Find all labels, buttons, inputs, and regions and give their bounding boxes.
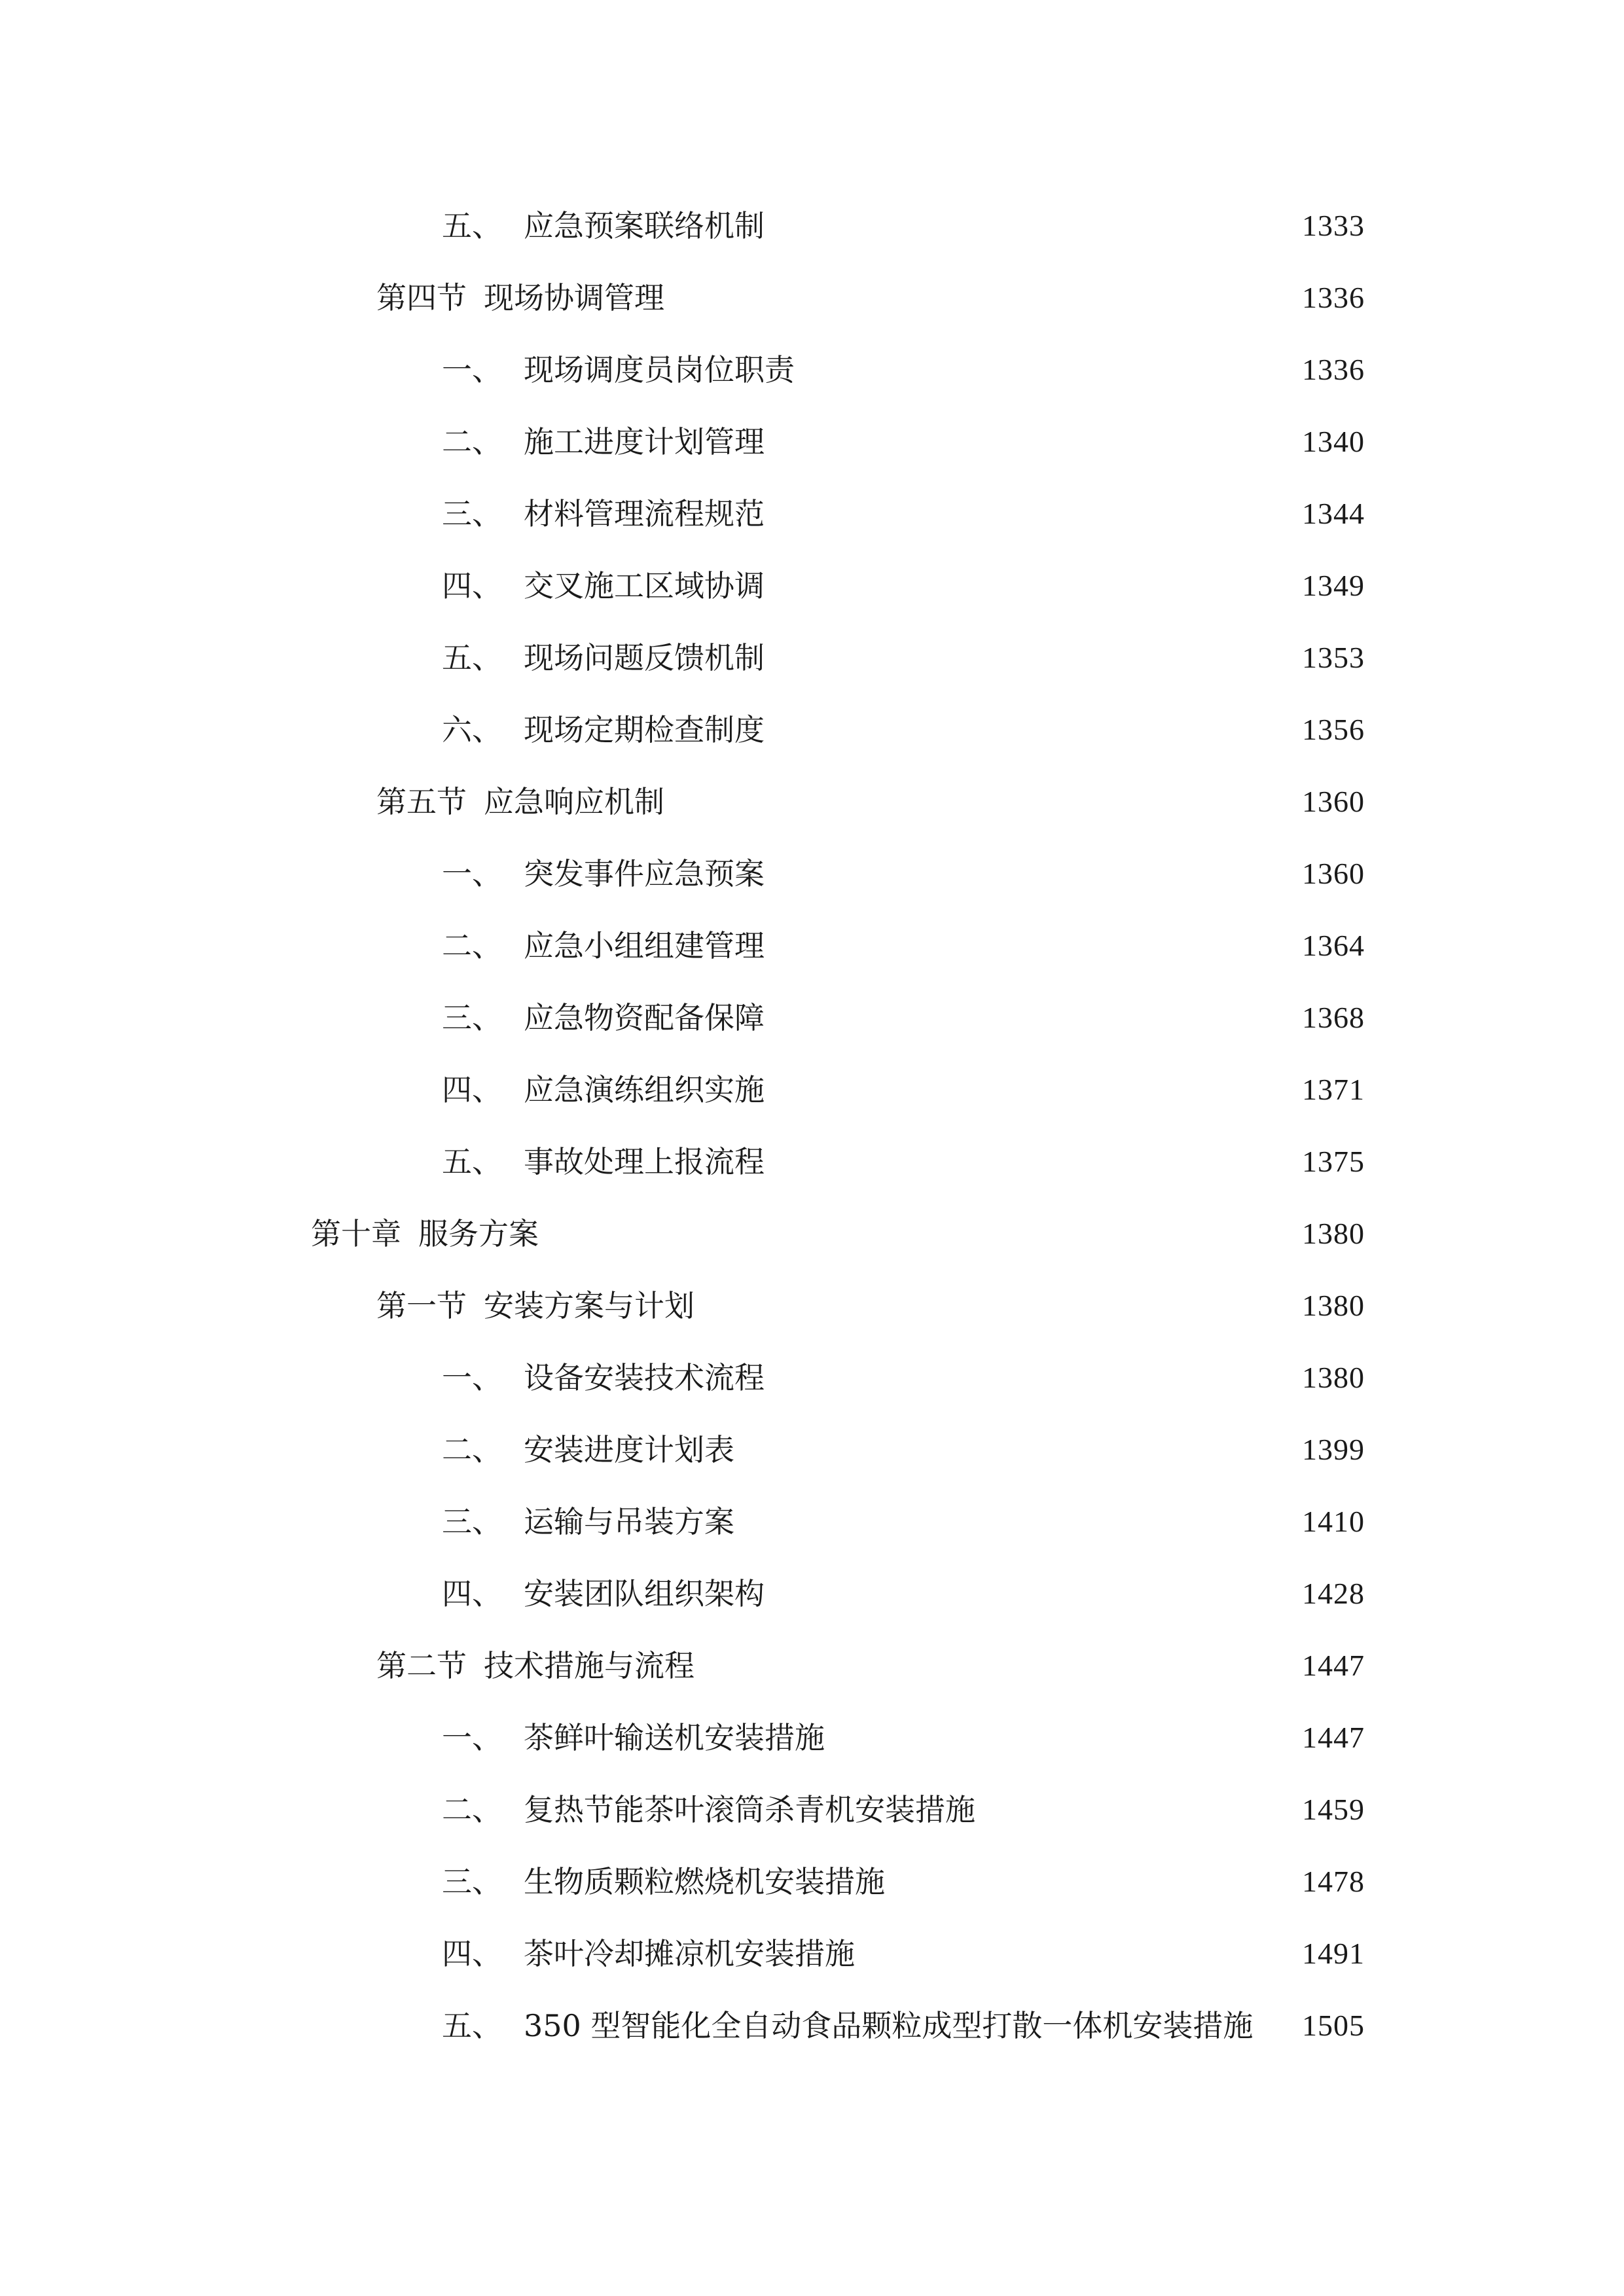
dot-leader xyxy=(984,1795,1289,1825)
toc-entry-page-number: 1459 xyxy=(1302,1793,1365,1826)
toc-entry-number: 五、 xyxy=(442,2008,502,2043)
toc-entry[interactable] xyxy=(0,1990,1624,2062)
dot-leader xyxy=(834,1723,1289,1753)
toc-entry-page-number: 1491 xyxy=(1302,1937,1365,1970)
toc-entry-page-number: 1371 xyxy=(1302,1073,1365,1106)
toc-entry-title: 应急小组组建管理 xyxy=(524,928,765,963)
toc-entry[interactable] xyxy=(0,910,1624,982)
toc-entry-page-number: 1349 xyxy=(1302,569,1365,602)
toc-entry[interactable] xyxy=(0,1486,1624,1558)
toc-entry-number: 三、 xyxy=(442,1864,502,1899)
toc-entry[interactable] xyxy=(0,478,1624,550)
toc-entry[interactable] xyxy=(0,550,1624,622)
toc-entry[interactable] xyxy=(0,622,1624,694)
toc-entry-number: 四、 xyxy=(442,1576,502,1611)
toc-entry[interactable] xyxy=(0,694,1624,766)
toc-entry[interactable] xyxy=(0,838,1624,910)
toc-entry-page-number: 1380 xyxy=(1302,1289,1365,1322)
toc-entry-number: 一、 xyxy=(442,856,502,891)
dot-leader xyxy=(744,1507,1289,1537)
toc-entry-page-number: 1478 xyxy=(1302,1865,1365,1898)
dot-leader xyxy=(774,859,1289,889)
toc-entry-title: 材料管理流程规范 xyxy=(524,496,765,531)
toc-entry-page-number: 1336 xyxy=(1302,281,1365,314)
toc-entry-number: 六、 xyxy=(442,712,502,747)
toc-entry-page-number: 1410 xyxy=(1302,1505,1365,1538)
toc-entry[interactable] xyxy=(0,406,1624,478)
toc-entry-number: 第五节 xyxy=(376,784,467,819)
toc-entry-page-number: 1505 xyxy=(1302,2009,1365,2042)
toc-entry-title: 设备安装技术流程 xyxy=(524,1360,765,1395)
dot-leader xyxy=(704,1651,1289,1681)
toc-entry-page-number: 1333 xyxy=(1302,209,1365,242)
toc-entry-page-number: 1353 xyxy=(1302,641,1365,674)
toc-entry-title: 茶鲜叶输送机安装措施 xyxy=(524,1720,825,1755)
dot-leader xyxy=(774,571,1289,601)
toc-entry-title: 复热节能茶叶滚筒杀青机安装措施 xyxy=(524,1792,975,1827)
toc-entry-page-number: 1375 xyxy=(1302,1145,1365,1178)
toc-entry[interactable] xyxy=(0,1126,1624,1198)
toc-entry[interactable] xyxy=(0,766,1624,838)
toc-entry-number: 二、 xyxy=(442,1792,502,1827)
dot-leader xyxy=(774,427,1289,457)
dot-leader xyxy=(744,1435,1289,1465)
toc-entry-title: 技术措施与流程 xyxy=(484,1648,695,1683)
toc-entry-page-number: 1344 xyxy=(1302,497,1365,530)
toc-entry-number: 五、 xyxy=(442,208,502,243)
toc-entry-title: 突发事件应急预案 xyxy=(524,856,765,891)
toc-entry-page-number: 1399 xyxy=(1302,1433,1365,1466)
toc-entry-title: 现场调度员岗位职责 xyxy=(524,352,795,387)
toc-entry[interactable] xyxy=(0,1846,1624,1918)
toc-entry-number: 一、 xyxy=(442,352,502,387)
toc-entry-number: 二、 xyxy=(442,928,502,963)
toc-entry-number: 四、 xyxy=(442,1072,502,1107)
dot-leader xyxy=(774,1147,1289,1177)
toc-entry-number: 四、 xyxy=(442,568,502,603)
toc-entry[interactable] xyxy=(0,1702,1624,1774)
dot-leader xyxy=(774,1579,1289,1609)
toc-entry-title: 施工进度计划管理 xyxy=(524,424,765,459)
toc-entry[interactable] xyxy=(0,1918,1624,1990)
dot-leader xyxy=(774,643,1289,673)
toc-entry-page-number: 1336 xyxy=(1302,353,1365,386)
toc-entry-page-number: 1360 xyxy=(1302,785,1365,818)
dot-leader xyxy=(774,211,1289,241)
toc-entry-page-number: 1368 xyxy=(1302,1001,1365,1034)
toc-entry-title: 安装团队组织架构 xyxy=(524,1576,765,1611)
toc-entry-number: 一、 xyxy=(442,1360,502,1395)
toc-entry-title: 应急预案联络机制 xyxy=(524,208,765,243)
toc-entry-title: 事故处理上报流程 xyxy=(524,1144,765,1179)
dot-leader xyxy=(774,715,1289,745)
toc-entry-page-number: 1364 xyxy=(1302,929,1365,962)
dot-leader xyxy=(1262,2011,1289,2041)
dot-leader xyxy=(704,1291,1289,1321)
toc-entry-number: 第四节 xyxy=(376,280,467,315)
dot-leader xyxy=(774,1003,1289,1033)
toc-entry[interactable] xyxy=(0,1774,1624,1846)
toc-entry-title: 生物质颗粒燃烧机安装措施 xyxy=(524,1864,885,1899)
toc-entry-number: 四、 xyxy=(442,1936,502,1971)
dot-leader xyxy=(774,931,1289,961)
toc-entry-number: 第二节 xyxy=(376,1648,467,1683)
toc-entry-title: 安装方案与计划 xyxy=(484,1288,695,1323)
toc-entry-number: 三、 xyxy=(442,496,502,531)
dot-leader xyxy=(674,283,1289,313)
toc-entry-title: 运输与吊装方案 xyxy=(524,1504,734,1539)
toc-entry-page-number: 1380 xyxy=(1302,1361,1365,1394)
dot-leader xyxy=(774,1075,1289,1105)
toc-entry-number: 五、 xyxy=(442,640,502,675)
toc-entry-page-number: 1447 xyxy=(1302,1721,1365,1754)
toc-entry-title: 现场定期检查制度 xyxy=(524,712,765,747)
toc-entry[interactable] xyxy=(0,982,1624,1054)
toc-entry-number: 一、 xyxy=(442,1720,502,1755)
toc-entry-title: 应急物资配备保障 xyxy=(524,1000,765,1035)
toc-entry-number: 五、 xyxy=(442,1144,502,1179)
toc-entry[interactable] xyxy=(0,1270,1624,1342)
toc-entry-number: 二、 xyxy=(442,424,502,459)
dot-leader xyxy=(774,499,1289,529)
toc-entry-page-number: 1428 xyxy=(1302,1577,1365,1610)
toc-entry-page-number: 1340 xyxy=(1302,425,1365,458)
toc-entry[interactable] xyxy=(0,334,1624,406)
toc-entry-number: 三、 xyxy=(442,1000,502,1035)
toc-entry-title: 350 型智能化全自动食品颗粒成型打散一体机安装措施 xyxy=(524,2008,1254,2043)
dot-leader xyxy=(864,1939,1289,1969)
toc-entry-page-number: 1356 xyxy=(1302,713,1365,746)
dot-leader xyxy=(548,1219,1289,1249)
toc-entry-page-number: 1447 xyxy=(1302,1649,1365,1682)
toc-entry[interactable] xyxy=(0,1630,1624,1702)
dot-leader xyxy=(804,355,1289,385)
toc-entry-number: 三、 xyxy=(442,1504,502,1539)
toc-entry-title: 茶叶冷却摊凉机安装措施 xyxy=(524,1936,855,1971)
toc-entry[interactable] xyxy=(0,262,1624,334)
toc-entry[interactable] xyxy=(0,1342,1624,1414)
toc-entry-title: 应急响应机制 xyxy=(484,784,664,819)
toc-entry[interactable] xyxy=(0,1198,1624,1270)
dot-leader xyxy=(674,787,1289,817)
toc-entry-page-number: 1380 xyxy=(1302,1217,1365,1250)
toc-entry-title: 服务方案 xyxy=(418,1216,539,1251)
toc-entry-number: 二、 xyxy=(442,1432,502,1467)
toc-entry-title: 现场问题反馈机制 xyxy=(524,640,765,675)
toc-entry[interactable] xyxy=(0,1414,1624,1486)
toc-entry-page-number: 1360 xyxy=(1302,857,1365,890)
toc-entry[interactable] xyxy=(0,190,1624,262)
toc-entry-number: 第一节 xyxy=(376,1288,467,1323)
toc-entry-title: 安装进度计划表 xyxy=(524,1432,734,1467)
toc-entry-title: 应急演练组织实施 xyxy=(524,1072,765,1107)
toc-entry-title: 现场协调管理 xyxy=(484,280,664,315)
toc-entry-number: 第十章 xyxy=(311,1216,401,1251)
toc-entry[interactable] xyxy=(0,1558,1624,1630)
table-of-contents xyxy=(0,190,1624,2062)
toc-entry[interactable] xyxy=(0,1054,1624,1126)
dot-leader xyxy=(774,1363,1289,1393)
dot-leader xyxy=(894,1867,1289,1897)
toc-entry-title: 交叉施工区域协调 xyxy=(524,568,765,603)
